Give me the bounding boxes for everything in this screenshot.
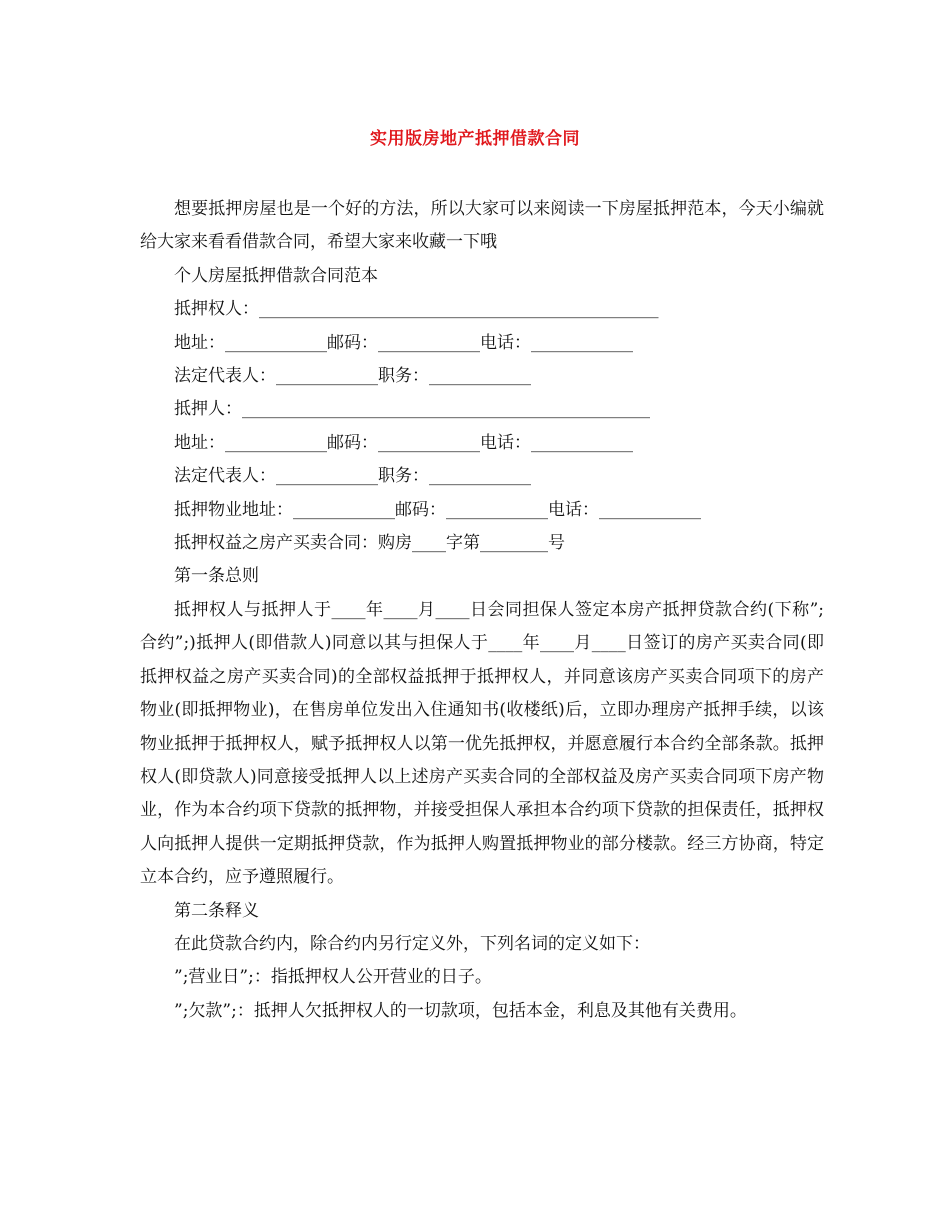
article-heading: 第二条释义 (174, 900, 259, 921)
article-heading: 第一条总则 (174, 566, 259, 587)
mortgagee-representative-field: 法定代表人：____________职务：____________ (174, 366, 531, 387)
mortgagee-field: 抵押权人：_______________________________________________ (174, 299, 659, 320)
mortgagor-address-field: 地址：____________邮码：____________电话：____________ (174, 432, 633, 453)
purchase-contract-field: 抵押权益之房产买卖合同：购房____字第________号 (174, 533, 565, 554)
intro-paragraph: 想要抵押房屋也是一个好的方法，所以大家可以来阅读一下房屋抵押范本，今天小编就给大家来看看借款合同，希望大家来收藏一下哦 (140, 199, 824, 253)
section-heading: 个人房屋抵押借款合同范本 (174, 265, 378, 286)
document-body (140, 193, 824, 1028)
definition-item: ”;营业日”;：指抵押权人公开营业的日子。 (174, 967, 492, 988)
mortgagee-address-field: 地址：____________邮码：____________电话：____________ (174, 332, 633, 353)
definition-intro: 在此贷款合约内，除合约内另行定义外，下列名词的定义如下： (174, 933, 650, 954)
article-paragraph: 抵押权人与抵押人于____年____月____日会同担保人签定本房产抵押贷款合约(下称”;合约”;)抵押人(即借款人)同意以其与担保人于____年____月____日签订的房产买卖合同(即抵押权益之房产买卖合同)的全部权益抵押于抵押权人，并同意该房产买卖合同项下的房产物业(即抵押物业)，在售房单位发出入住通知书(收楼纸)后，立即办理房产抵押手续，以该物业抵押于抵押权人，赋予抵押权人以第一优先抵押权，并愿意履行本合约全部条款。抵押权人(即贷款人)同意接受抵押人以上述房产买卖合同的全部权益及房产买卖合同项下房产物业，作为本合约项下贷款的抵押物，并接受担保人承担本合约项下贷款的担保责任，抵押权人向抵押人提供一定期抵押贷款，作为抵押人购置抵押物业的部分楼款。经三方协商，特定立本合约，应予遵照履行。 (140, 599, 824, 888)
definition-item: ”;欠款”;：抵押人欠抵押权人的一切款项，包括本金，利息及其他有关费用。 (174, 1000, 747, 1021)
property-address-field: 抵押物业地址：____________邮码：____________电话：____________ (174, 499, 701, 520)
document-title: 实用版房地产抵押借款合同 (370, 129, 580, 149)
mortgagor-field: 抵押人：________________________________________________ (174, 399, 650, 420)
mortgagor-representative-field: 法定代表人：____________职务：____________ (174, 466, 531, 487)
